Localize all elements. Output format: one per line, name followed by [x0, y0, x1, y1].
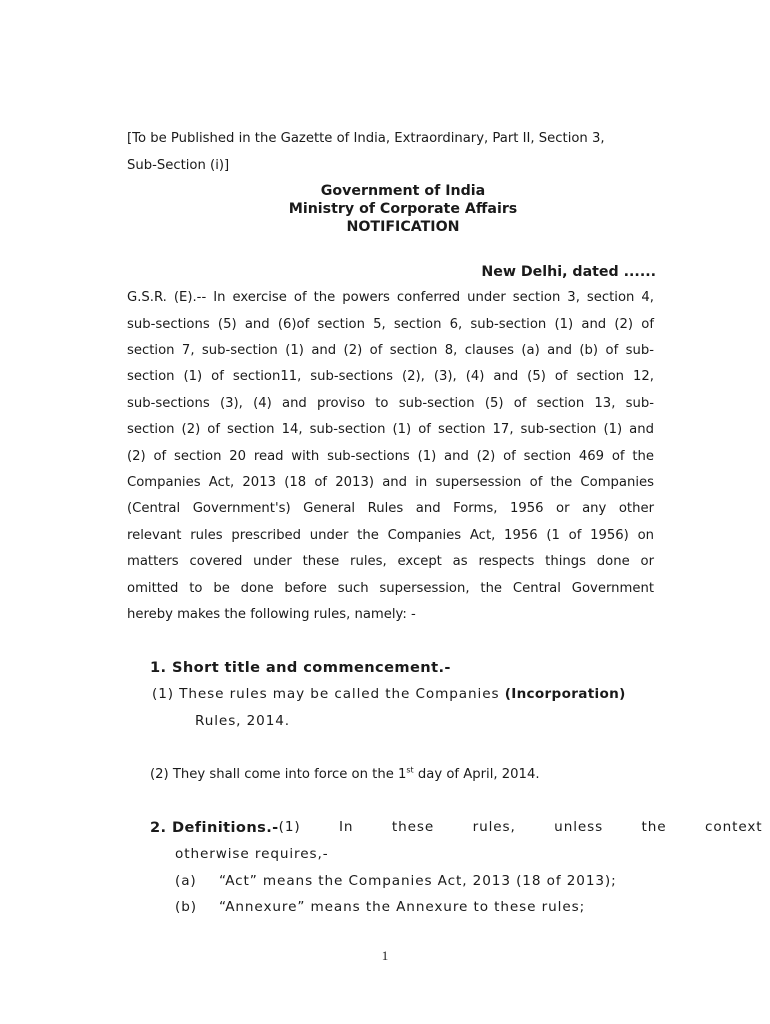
rule-1-1-bold: (Incorporation): [504, 686, 626, 702]
section-2-intro: [150, 819, 763, 836]
rule-1-2-text: (2) They shall come into force on the 1: [150, 767, 407, 782]
heading-ministry: Ministry of Corporate Affairs: [288, 201, 518, 217]
definition-item: [175, 873, 617, 889]
rule-1-2-sup: st: [406, 765, 414, 775]
definition-item: [175, 899, 585, 915]
preamble-line: G.S.R. (E).-- In exercise of the powers conferred under section 3, section 4,: [127, 290, 654, 305]
definition-label: (a): [175, 873, 197, 889]
heading-government: Government of India: [320, 183, 486, 199]
preamble-line: sub-sections (3), (4) and proviso to sub-section (5) of section 13, sub-: [127, 396, 654, 411]
definition-text: “Act” means the Companies Act, 2013 (18 of 2013);: [219, 873, 617, 889]
rule-1-2: [150, 767, 540, 782]
preamble-line: section (2) of section 14, sub-section (1) of section 17, sub-section (1) and: [127, 422, 654, 437]
gazette-line-2: Sub-Section (i)]: [127, 158, 230, 173]
preamble-line: omitted to be done before such supersession, the Central Government: [127, 581, 654, 596]
preamble-line: (Central Government's) General Rules and Forms, 1956 or any other: [127, 501, 654, 516]
rule-1-1-text: (1) These rules may be called the Companies: [152, 686, 505, 702]
section-2-intro-cont: otherwise requires,-: [175, 846, 329, 862]
preamble-line: Companies Act, 2013 (18 of 2013) and in supersession of the Companies: [127, 475, 654, 490]
preamble-line: matters covered under these rules, except as respects things done or: [127, 554, 654, 569]
definition-text: “Annexure” means the Annexure to these rules;: [219, 899, 586, 915]
section-2-title: 2. Definitions.-: [150, 819, 279, 836]
rule-1-1-cont: Rules, 2014.: [195, 713, 291, 729]
preamble-line: (2) of section 20 read with sub-sections (1) and (2) of section 469 of the: [127, 449, 654, 464]
preamble-line: section 7, sub-section (1) and (2) of section 8, clauses (a) and (b) of sub-: [127, 343, 654, 358]
section-1-title: 1. Short title and commencement.-: [150, 659, 451, 676]
preamble-line: sub-sections (5) and (6)of section 5, section 6, sub-section (1) and (2) of: [127, 317, 654, 332]
definition-label: (b): [175, 899, 197, 915]
gazette-line-1: [To be Published in the Gazette of India, Extraordinary, Part II, Section 3,: [127, 131, 605, 146]
preamble-line: hereby makes the following rules, namely: -: [127, 607, 416, 622]
preamble-line: relevant rules prescribed under the Companies Act, 1956 (1 of 1956) on: [127, 528, 654, 543]
heading-notification: NOTIFICATION: [346, 219, 460, 235]
rule-1-2-tail: day of April, 2014.: [413, 767, 540, 782]
rule-1-1: [152, 686, 626, 702]
section-2-intro-text: (1) In these rules, unless the context: [278, 819, 763, 835]
place-date: New Delhi, dated ......: [481, 264, 656, 280]
page-number: 1: [381, 948, 389, 963]
preamble-line: section (1) of section11, sub-sections (2), (3), (4) and (5) of section 12,: [127, 369, 654, 384]
